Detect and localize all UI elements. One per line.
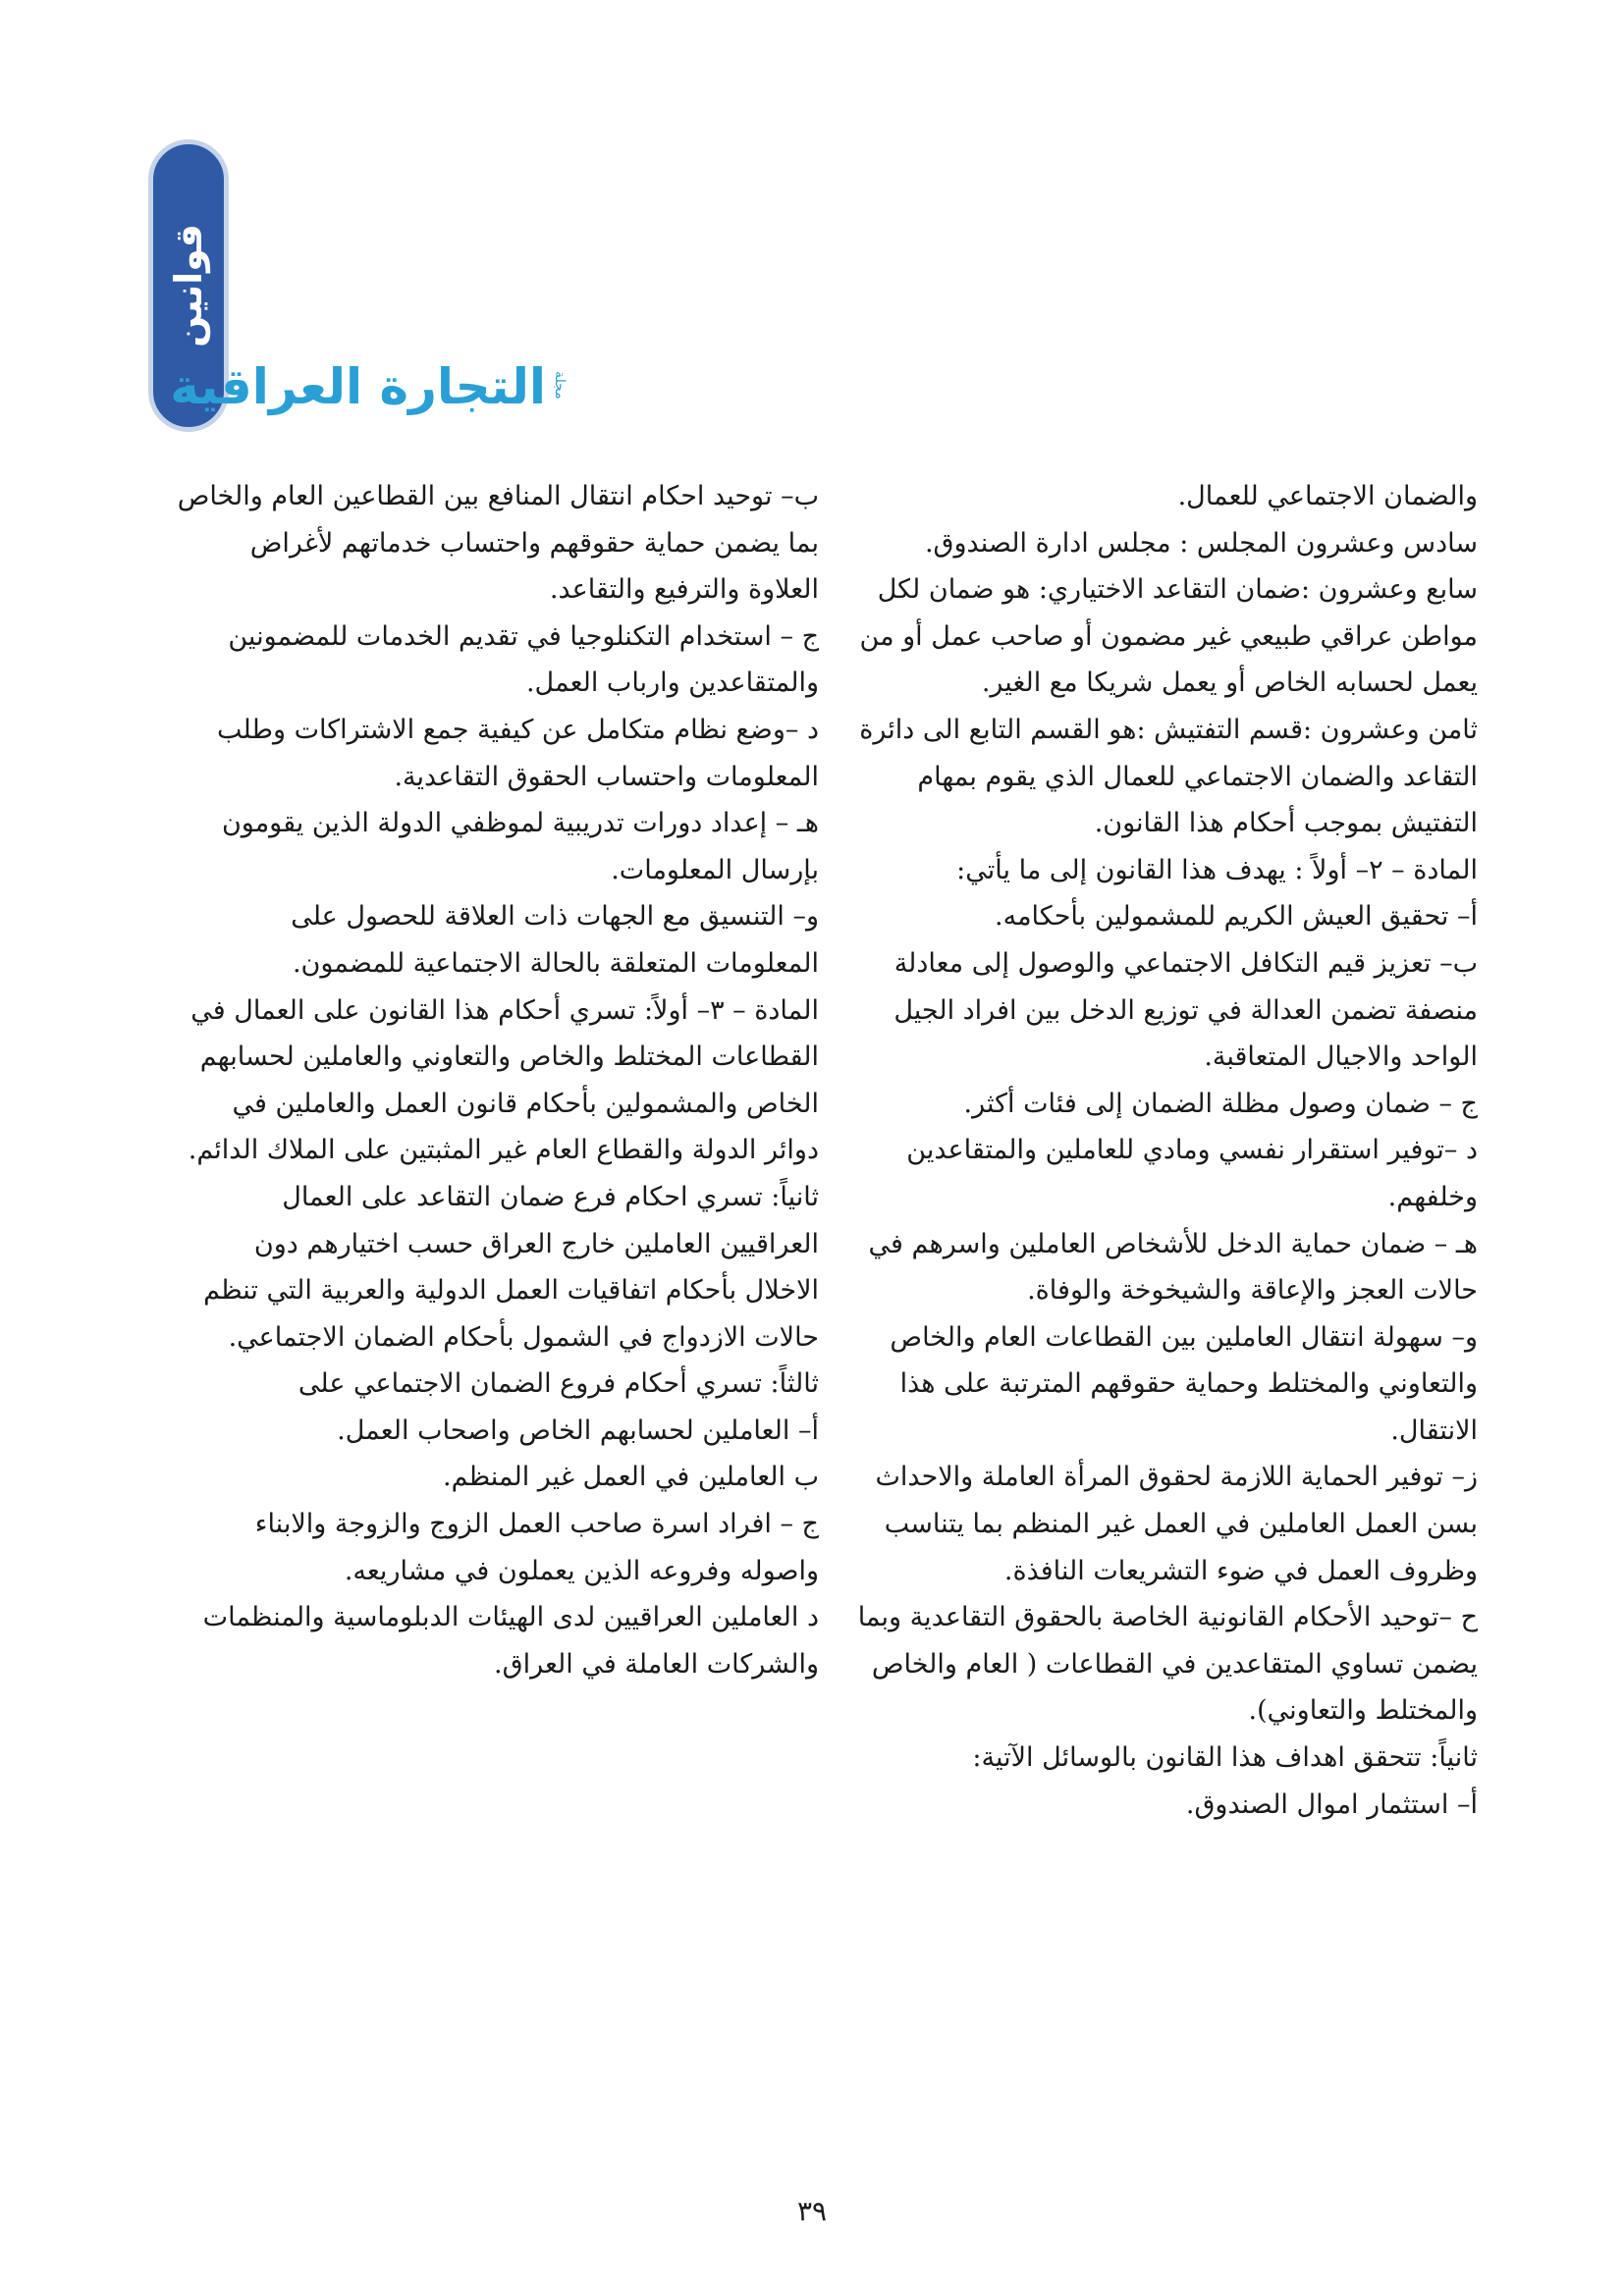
right-column	[839, 473, 1478, 1828]
paragraph: المادة – ٢– أولاً : يهدف هذا القانون إلى ما يأتي:	[956, 854, 1478, 885]
magazine-name: التجارة العراقية	[170, 358, 546, 415]
paragraph: ج – ضمان وصول مظلة الضمان إلى فئات أكثر.	[963, 1088, 1478, 1119]
paragraph: ثانياً: تتحقق اهداف هذا القانون بالوسائل الآتية:	[972, 1742, 1478, 1774]
paragraph: سادس وعشرون المجلس : مجلس ادارة الصندوق.	[924, 527, 1478, 559]
paragraph: ج – افراد اسرة صاحب العمل الزوج والزوجة والابناء واصوله وفروعه الذين يعملون في مشاريعه.	[254, 1509, 819, 1586]
paragraph: أ– استثمار اموال الصندوق.	[1185, 1789, 1478, 1820]
paragraph: د –وضع نظام متكامل عن كيفية جمع الاشتراكات وطلب المعلومات واحتساب الحقوق التقاعدية.	[217, 714, 819, 792]
paragraph: سابع وعشرون :ضمان التقاعد الاختياري: هو ضمان لكل مواطن عراقي طبيعي غير مضمون أو صاحب عمل أو من يعمل لحسابه الخاص أو يعمل شريكا مع الغير.	[859, 574, 1478, 699]
paragraph: ج – استخدام التكنلوجيا في تقديم الخدمات للمضمونين والمتقاعدين وارباب العمل.	[228, 620, 819, 699]
paragraph: هـ – ضمان حماية الدخل للأشخاص العاملين واسرهم في حالات العجز والإعاقة والشيخوخة والوفاة.	[868, 1228, 1478, 1307]
paragraph: المادة – ٣– أولاً: تسري أحكام هذا القانون على العمال في القطاعات المختلط والخاص والتعاوني والعاملين لحسابهم الخاص والمشمولين بأحكام قانون العمل والعاملين في دوائر الدولة والقطاع العام غير المثبتين على الملاك الدائم.	[188, 994, 819, 1166]
paragraph: ب– توحيد احكام انتقال المنافع بين القطاعين العام والخاص بما يضمن حماية حقوقهم واحتساب خدماتهم لأغراض العلاوة والترفيع والتقاعد.	[177, 481, 819, 606]
section-tab-label: قوانين	[167, 224, 210, 347]
magazine-small-label: مجلة	[552, 371, 568, 400]
magazine-logo	[170, 351, 568, 422]
paragraph: ح –توحيد الأحكام القانونية الخاصة بالحقوق التقاعدية وبما يضمن تساوي المتقاعدين في القطاعات ( العام والخاص والمختلط والتعاوني).	[857, 1602, 1478, 1727]
paragraph: أ– تحقيق العيش الكريم للمشمولين بأحكامه.	[995, 901, 1478, 933]
left-column	[175, 473, 819, 1687]
paragraph: والضمان الاجتماعي للعمال.	[1177, 481, 1478, 511]
paragraph: و– التنسيق مع الجهات ذات العلاقة للحصول على المعلومات المتعلقة بالحالة الاجتماعية للمضمون.	[291, 901, 819, 979]
paragraph: ثالثاً: تسري أحكام فروع الضمان الاجتماعي على	[298, 1368, 819, 1400]
paragraph: د العاملين العراقيين لدى الهيئات الدبلوماسية والمنظمات والشركات العاملة في العراق.	[202, 1602, 819, 1680]
paragraph: ب العاملين في العمل غير المنظم.	[443, 1462, 819, 1493]
paragraph: هـ – إعداد دورات تدريبية لموظفي الدولة الذين يقومون بإرسال المعلومات.	[221, 808, 819, 885]
paragraph: و– سهولة انتقال العاملين بين القطاعات العام والخاص والتعاوني والمختلط وحماية حقوقهم المترتبة على هذا الانتقال.	[890, 1321, 1478, 1446]
paragraph: ثامن وعشرون :قسم التفتيش :هو القسم التابع الى دائرة التقاعد والضمان الاجتماعي للعمال الذي يقوم بمهام التفتيش بموجب أحكام هذا القانون.	[859, 714, 1478, 839]
page-number: ٣٩	[796, 2195, 828, 2227]
paragraph: أ– العاملين لحسابهم الخاص واصحاب العمل.	[337, 1415, 819, 1446]
paragraph: د –توفير استقرار نفسي ومادي للعاملين والمتقاعدين وخلفهم.	[906, 1135, 1478, 1212]
paragraph: ثانياً: تسري احكام فرع ضمان التقاعد على العمال العراقيين العاملين خارج العراق حسب اختيارهم دون الاخلال بأحكام اتفاقيات العمل الدولية والعربية التي تنظم حالات الازدواج في الشمول بأحكام الضمان الاجتماعي.	[203, 1181, 819, 1353]
paragraph: ب– تعزيز قيم التكافل الاجتماعي والوصول إلى معادلة منصفة تضمن العدالة في توزيع الدخل بين افراد الجيل الواحد والاجيال المتعاقبة.	[893, 947, 1478, 1073]
paragraph: ز– توفير الحماية اللازمة لحقوق المرأة العاملة والاحداث بسن العمل العاملين في العمل غير المنظم بما يتناسب وظروف العمل في ضوء التشريعات النافذة.	[875, 1462, 1478, 1586]
